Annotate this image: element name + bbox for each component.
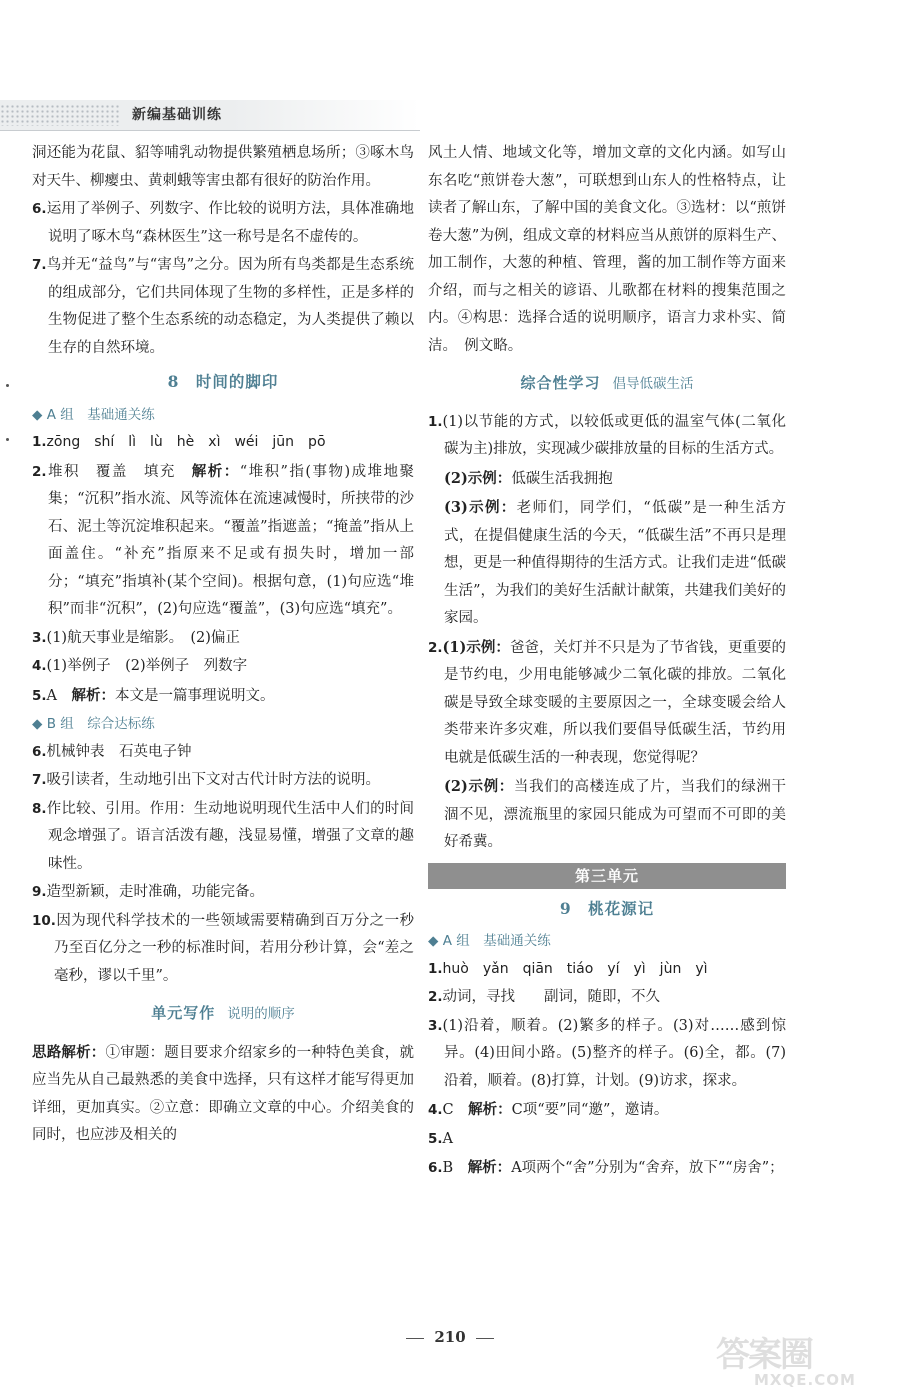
item-text: 作比较、引用。作用：生动地说明现代生活中人们的时间观念增强了。语言活泼有趣，浅显易懂，增强了文章的趣味性。 <box>46 800 414 872</box>
answer-item <box>32 458 414 624</box>
item-text: 鸟并无“益鸟”与“害鸟”之分。因为所有鸟类都是生态系统的组成部分，它们共同体现了生物的多样性，正是多样的生物促进了整个生态系统的动态稳定，为人类提供了赖以生存的自然环境。 <box>46 257 414 356</box>
answer-item <box>428 956 786 984</box>
item-number: 2. <box>428 639 443 656</box>
item-number: 9. <box>32 884 47 900</box>
item-number: 7. <box>32 772 47 788</box>
unit-banner: 第三单元 <box>428 863 786 889</box>
group-heading-label: B 组 综合达标练 <box>46 716 155 732</box>
header-dot-pattern <box>0 104 120 126</box>
group-heading-label: A 组 基础通关练 <box>46 406 155 423</box>
section-heading <box>428 370 786 399</box>
item-number: 6. <box>428 1160 443 1176</box>
answer-item <box>428 634 786 773</box>
lesson-title: 8 时间的脚印 <box>167 372 279 391</box>
item-text: (1)以节能的方式，以较低或更低的温室气体(二氧化碳为主)排放，实现减少碳排放量的目标的生活方式。 <box>442 413 786 457</box>
answer-item <box>32 625 414 653</box>
subitem-text: 当我们的高楼连成了片，当我们的绿洲干涸不见，漂流瓶里的家园只能成为可望而不可即的美好希冀。 <box>444 779 787 850</box>
item-text: (1)航天事业是缩影。 (2)偏正 <box>46 629 240 646</box>
answer-item <box>32 196 414 251</box>
item-number: 3. <box>32 629 47 646</box>
group-heading <box>32 402 414 430</box>
item-text: 本文是一篇事理说明文。 <box>115 687 275 704</box>
answer-item <box>32 796 414 879</box>
diamond-icon: ◆ <box>32 716 43 732</box>
continued-answer: 洞还能为花鼠、貂等哺乳动物提供繁殖栖息场所；③啄木鸟对天牛、柳瘿虫、黄刺蛾等害虫都有很好的防治作用。 <box>32 145 414 189</box>
diamond-icon: ◆ <box>428 933 439 949</box>
answer-item <box>428 409 786 464</box>
item-number: 1. <box>32 434 47 450</box>
item-text: 吸引读者，生动地引出下文对古代计时方法的说明。 <box>46 772 381 788</box>
answer-item <box>428 1013 786 1096</box>
item-number: 4. <box>32 658 47 674</box>
answer-item <box>32 653 414 681</box>
subitem-text: 老师们，同学们，“低碳”是一种生活方式，在提倡健康生活的今天，“低碳生活”不再只是理想，更是一种值得期待的生活方式。让我们走进“低碳生活”，为我们的美好生活献计献策，共建我们美好的家园。 <box>444 500 787 626</box>
pinyin-answer: zōng shí lì lù hè xì wéi jūn pō <box>46 434 326 450</box>
example-label: (2)示例： <box>444 778 514 795</box>
running-header-title: 新编基础训练 <box>132 107 222 123</box>
analysis-label: 解析： <box>468 1101 512 1118</box>
watermark-logo <box>716 1335 886 1389</box>
left-column <box>32 140 414 1151</box>
item-lead: C <box>442 1102 469 1118</box>
answer-item <box>32 908 414 991</box>
page-number-dash <box>476 1338 494 1339</box>
item-text: 运用了举例子、列数字、作比较的说明方法，具体准确地说明了啄木鸟“森林医生”这一称号是名不虚传的。 <box>46 201 414 245</box>
group-heading <box>32 711 414 739</box>
example-label: (2)示例： <box>444 469 512 487</box>
item-number: 1. <box>428 413 443 430</box>
lesson-title: 9 桃花源记 <box>559 898 655 918</box>
answer-item <box>428 984 786 1012</box>
margin-dot <box>6 438 9 441</box>
example-label: (1)示例： <box>442 638 510 656</box>
item-number: 6. <box>32 743 47 760</box>
section-heading-sub: 说明的顺序 <box>227 1006 295 1022</box>
item-number: 4. <box>428 1102 443 1118</box>
right-column <box>428 140 786 1184</box>
item-number: 5. <box>32 687 47 704</box>
watermark-text: 答案圈 <box>716 1335 812 1375</box>
answer-subitem <box>428 465 786 494</box>
writing-analysis <box>32 1039 414 1150</box>
group-heading <box>428 928 786 956</box>
watermark-url: MXQE.COM <box>754 1371 856 1389</box>
section-heading-main: 单元写作 <box>151 1004 216 1022</box>
diamond-icon: ◆ <box>32 406 43 423</box>
item-text: 动词，寻找 副词，随即，不久 <box>442 989 661 1005</box>
item-number: 10. <box>32 912 56 929</box>
item-text: (1)沿着，顺着。(2)繁多的样子。(3)对……感到惊异。(4)田间小路。(5)整齐的样子。(6)全，都。(7)沿着，顺着。(8)打算，计划。(9)访求，探求。 <box>442 1017 786 1089</box>
answer-item <box>32 767 414 795</box>
answer-item <box>32 682 414 711</box>
item-text: A <box>442 1130 454 1147</box>
item-number: 8. <box>32 800 47 817</box>
item-number: 2. <box>32 463 47 480</box>
answer-item <box>32 252 414 362</box>
item-text: 因为现代科学技术的一些领域需要精确到百万分之一秒乃至百亿分之一秒的标准时间，若用分秒计算，会“差之毫秒，谬以千里”。 <box>54 912 414 984</box>
group-heading-label: A 组 基础通关练 <box>442 933 551 949</box>
item-number: 5. <box>428 1130 443 1147</box>
analysis-text: ①审题：题目要求介绍家乡的一种特色美食，就应当先从自己最熟悉的美食中选择，只有这样才能写得更加详细，更加真实。②立意：即确立文章的中心。介绍美食的同时，也应涉及相关的 <box>32 1044 414 1143</box>
item-text: C项“要”同“邀”，邀请。 <box>511 1102 669 1118</box>
item-number: 7. <box>32 257 47 273</box>
analysis-label: 解析： <box>191 462 240 480</box>
section-heading <box>32 1000 414 1029</box>
item-lead: A <box>46 687 72 704</box>
section-heading-main: 综合性学习 <box>520 374 601 392</box>
pinyin-answer: huò yǎn qiān tiáo yí yì jùn yì <box>442 960 708 977</box>
item-text: “堆积”指(事物)成堆地聚集；“沉积”指水流、风等流体在流速减慢时，所挟带的沙石、泥土等沉淀堆积起来。“覆盖”指遮盖；“掩盖”指从上面盖住。“补充”指原来不足或有损失时，增加一部分；“填充”指填补(某个空间)。根据句意，(1)句应选“堆积”而非“沉积”，(2)句应选“覆盖”，(3)句应选“填充”。 <box>48 463 415 617</box>
analysis-label: 解析： <box>71 686 116 704</box>
margin-dot <box>6 384 9 387</box>
item-text: A项两个“舍”分别为“舍弃，放下”“房舍”； <box>511 1160 784 1176</box>
example-label: (3)示例： <box>444 499 517 516</box>
answer-item <box>428 1096 786 1125</box>
answer-item <box>32 429 414 457</box>
item-number: 6. <box>32 201 47 217</box>
page-number-value: 210 <box>434 1328 466 1346</box>
item-number: 2. <box>428 989 443 1005</box>
item-number: 1. <box>428 960 443 977</box>
answer-item <box>32 879 414 907</box>
analysis-label: 思路解析： <box>32 1043 106 1061</box>
section-heading-sub: 倡导低碳生活 <box>612 376 694 392</box>
item-text: 机械钟表 石英电子钟 <box>46 743 192 760</box>
answer-item <box>428 1154 786 1183</box>
item-text: 造型新颖，走时准确，功能完备。 <box>46 884 265 900</box>
item-text: 爸爸，关灯并不只是为了节省钱，更重要的是节约电，少用电能够减少二氧化碳的排放。二氧化碳是导致全球变暖的主要原因之一，全球变暖会给人类带来许多灾难，所以我们要倡导低碳生活，节约用电就是低碳生活的一种表现，您觉得呢？ <box>444 639 787 766</box>
answer-subitem <box>428 773 786 857</box>
page-number-dash <box>406 1338 424 1339</box>
item-lead: B <box>442 1160 468 1176</box>
item-text: (1)举例子 (2)举例子 列数字 <box>46 658 248 674</box>
answer-subitem <box>428 494 786 633</box>
answer-item <box>32 739 414 767</box>
analysis-label: 解析： <box>467 1159 512 1176</box>
continued-answer: 风土人情、地域文化等，增加文章的文化内涵。如写山东名吃“煎饼卷大葱”，可联想到山东人的性格特点，让读者了解山东，了解中国的美食文化。③选材：以“煎饼卷大葱”为例，组成文章的材料应当从煎饼的原料生产、加工制作，大葱的种植、管理，酱的加工制作等方面来介绍，而与之相关的谚语、儿歌都在材料的搜集范围之内。④构思：选择合适的说明顺序，语言力求朴实、简洁。 例文略。 <box>428 145 786 354</box>
answer-item <box>428 1126 786 1154</box>
item-number: 3. <box>428 1017 443 1034</box>
item-lead: 堆积 覆盖 填充 <box>46 463 192 480</box>
subitem-text: 低碳生活我拥抱 <box>511 470 613 487</box>
